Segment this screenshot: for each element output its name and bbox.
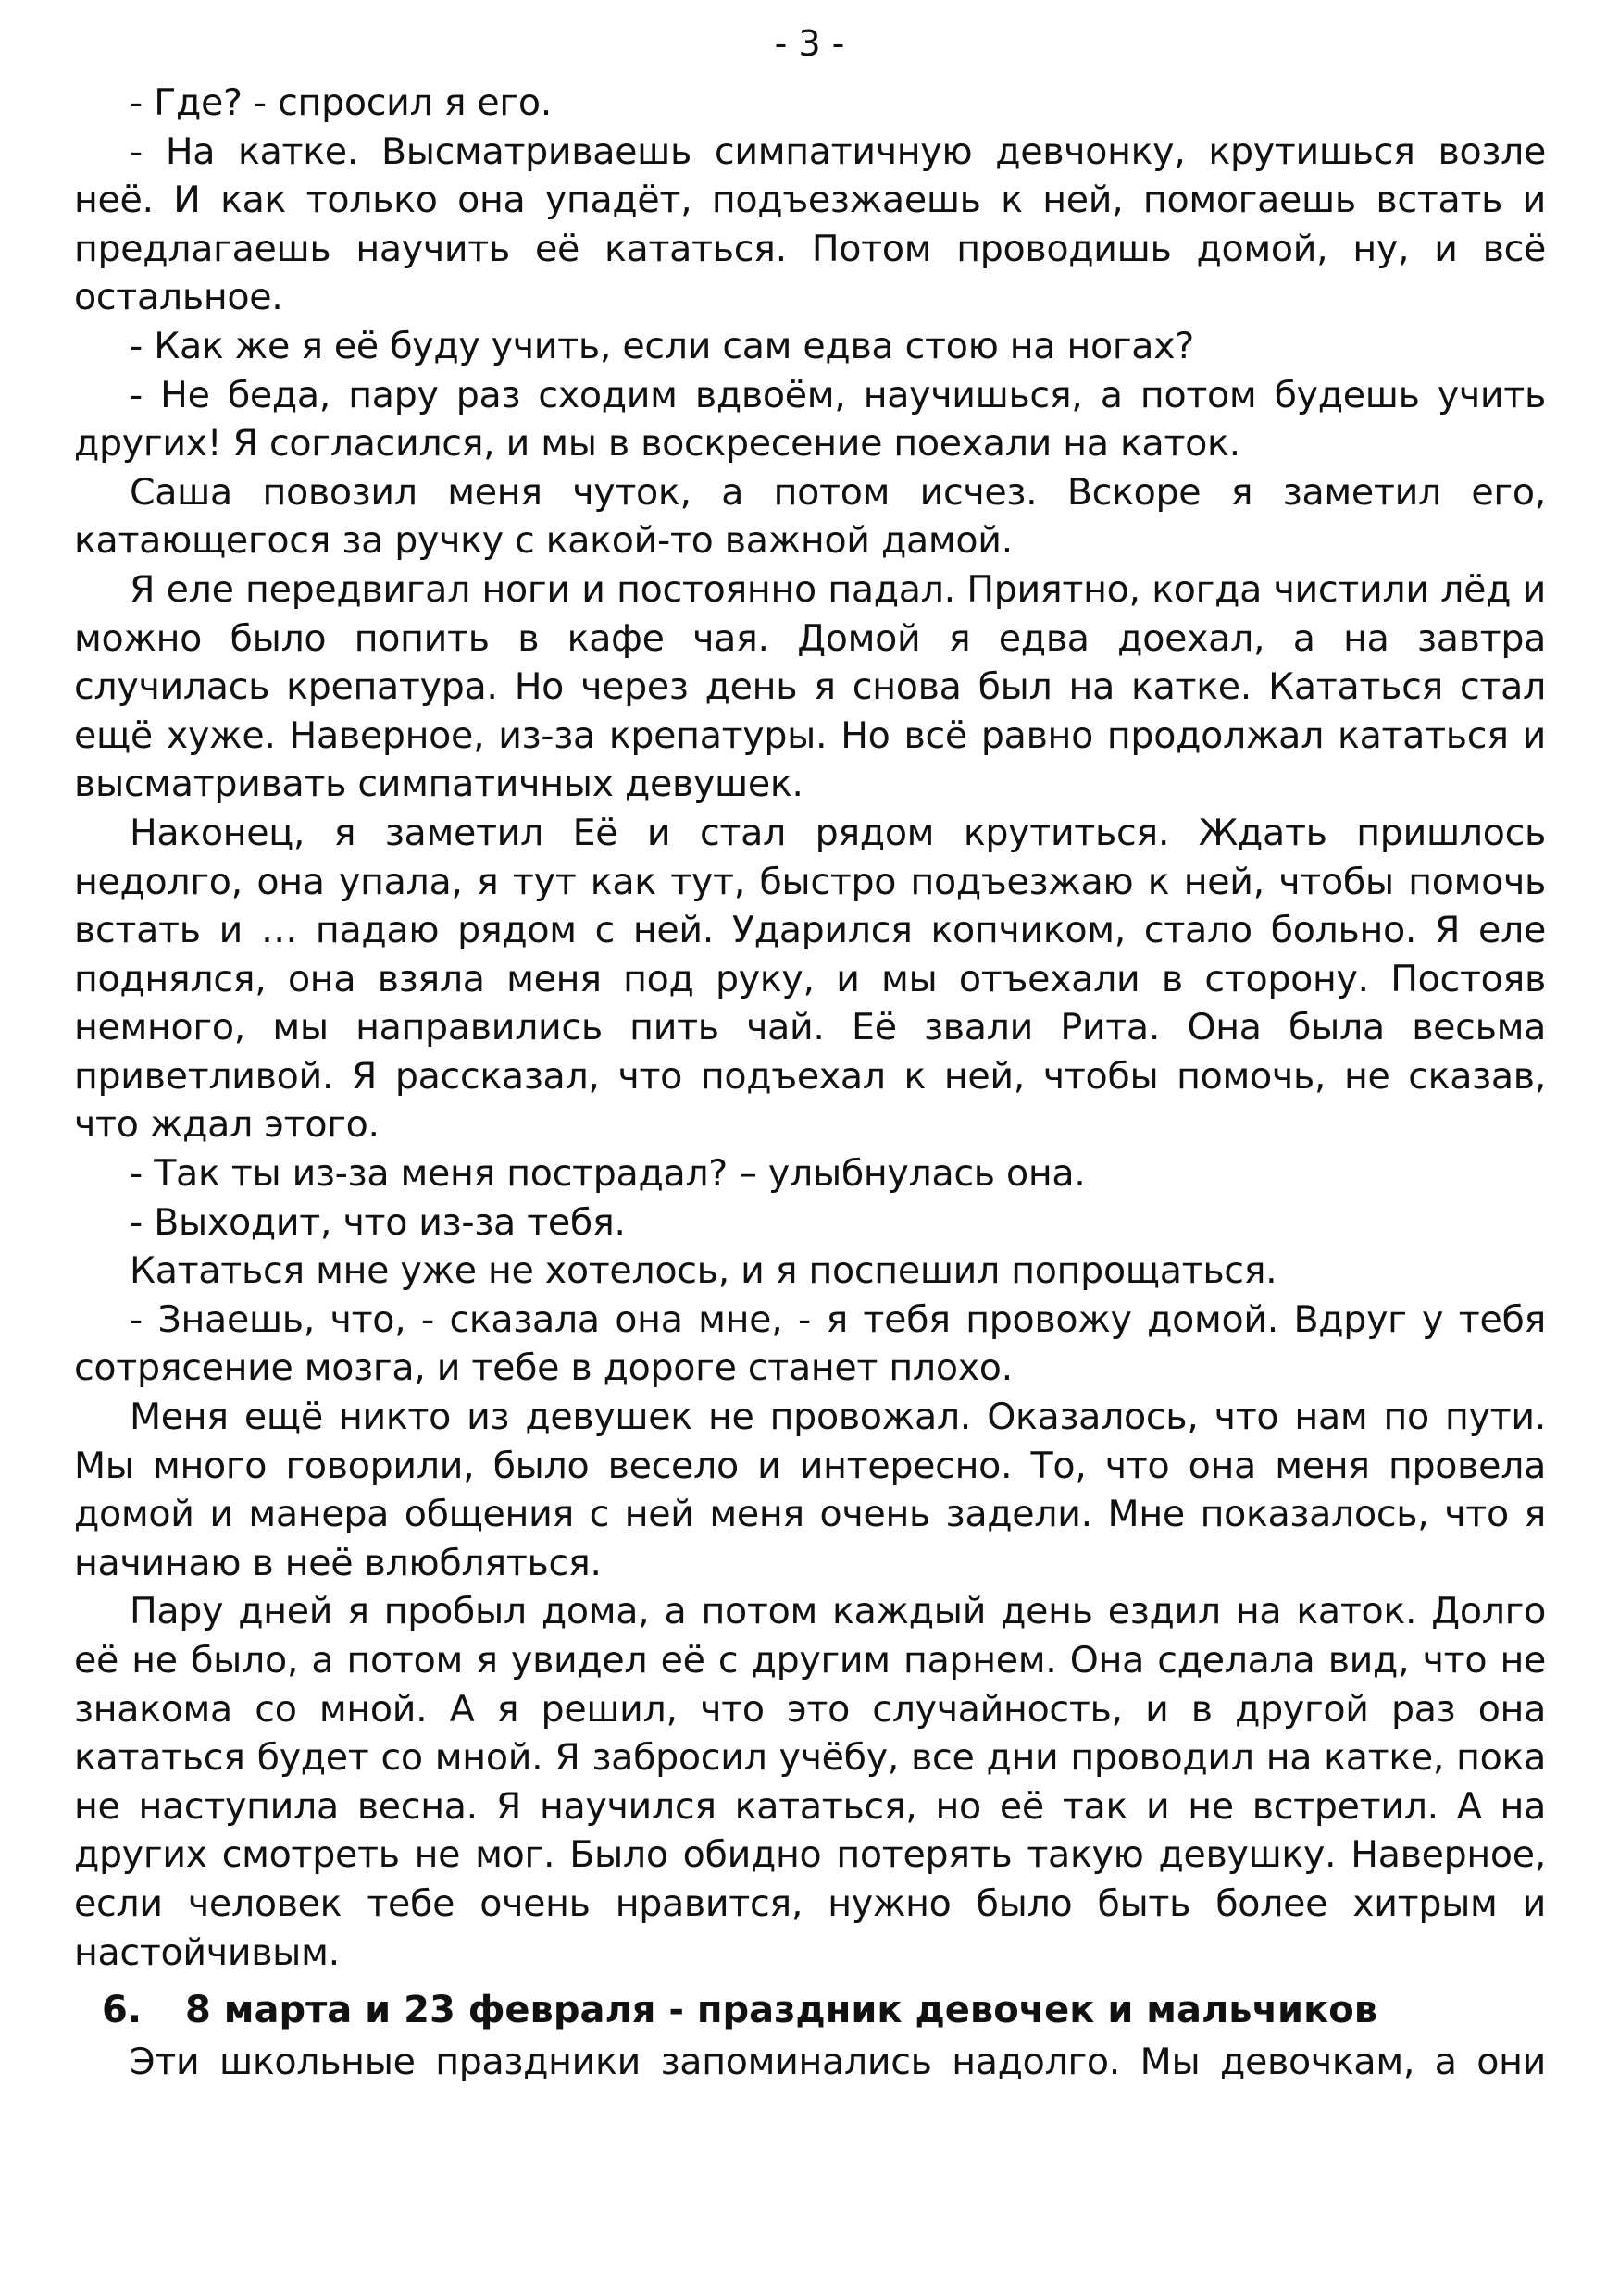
paragraph: - Знаешь, что, - сказала она мне, - я тебя провожу домой. Вдруг у тебя сотрясение мозга, и тебе в дороге станет плохо. (74, 1297, 1546, 1390)
paragraph: - Так ты из-за меня пострадал? – улыбнулась она. (130, 1152, 1086, 1196)
paragraph: Эти школьные праздники запоминались надолго. Мы девочкам, а они (130, 2041, 1546, 2084)
paragraph: - Где? - спросил я его. (130, 81, 553, 124)
section-number: 6. (102, 1989, 143, 2032)
paragraph: - Не беда, пару раз сходим вдвоём, научишься, а потом будешь учить других! Я согласился, и мы в воскресение поехали на каток. (74, 373, 1546, 465)
paragraph: Пару дней я пробыл дома, а потом каждый день ездил на каток. Долго её не было, а потом я увидел её с другим парнем. Она сделала вид, что не знакома со мной. А я решил, что это случайность, и в другой раз она кататься будет со мной. Я забросил учёбу, все дни проводил на катке, пока не наступила весна. Я научился кататься, но её так и не встретил. А на других смотреть не мог. Было обидно потерять такую девушку. Наверное, если человек тебе очень нравится, нужно было быть более хитрым и настойчивым. (74, 1590, 1546, 1974)
paragraph: - На катке. Высматриваешь симпатичную девчонку, крутишься возле неё. И как только она упадёт, подъезжаешь к ней, помогаешь встать и предлагаешь научить её кататься. Потом проводишь домой, ну, и всё остальное. (74, 130, 1546, 319)
paragraph: Я еле передвигал ноги и постоянно падал. Приятно, когда чистили лёд и можно было попить в кафе чая. Домой я едва доехал, а на завтра случилась крепатура. Но через день я снова был на катке. Кататься стал ещё хуже. Наверное, из-за крепатуры. Но всё равно продолжал кататься и высматривать симпатичных девушек. (74, 567, 1546, 806)
section-heading (74, 1984, 1546, 2036)
page-number: - 3 - (774, 23, 845, 64)
paragraph: - Выходит, что из-за тебя. (130, 1200, 626, 1244)
paragraph: Меня ещё никто из девушек не провожал. Оказалось, что нам по пути. Мы много говорили, было весело и интересно. То, что она меня провела домой и манера общения с ней меня очень задели. Мне показалось, что я начинаю в неё влюбляться. (74, 1396, 1546, 1584)
body-text (74, 79, 1546, 2087)
paragraph: - Как же я её буду учить, если сам едва стою на ногах? (130, 324, 1194, 367)
section-title: 8 марта и 23 февраля - праздник девочек и мальчиков (185, 1989, 1378, 2032)
paragraph: Кататься мне уже не хотелось, и я поспешил попрощаться. (130, 1249, 1277, 1293)
paragraph: Наконец, я заметил Её и стал рядом крутиться. Ждать пришлось недолго, она упала, я тут как тут, быстро подъезжаю к ней, чтобы помочь встать и … падаю рядом с ней. Ударился копчиком, стало больно. Я еле поднялся, она взяла меня под руку, и мы отъехали в сторону. Постояв немного, мы направились пить чай. Её звали Рита. Она была весьма приветливой. Я рассказал, что подъехал к ней, чтобы помочь, не сказав, что ждал этого. (74, 811, 1546, 1147)
paragraph: Саша повозил меня чуток, а потом исчез. Вскоре я заметил его, катающегося за ручку с какой-то важной дамой. (74, 470, 1546, 563)
